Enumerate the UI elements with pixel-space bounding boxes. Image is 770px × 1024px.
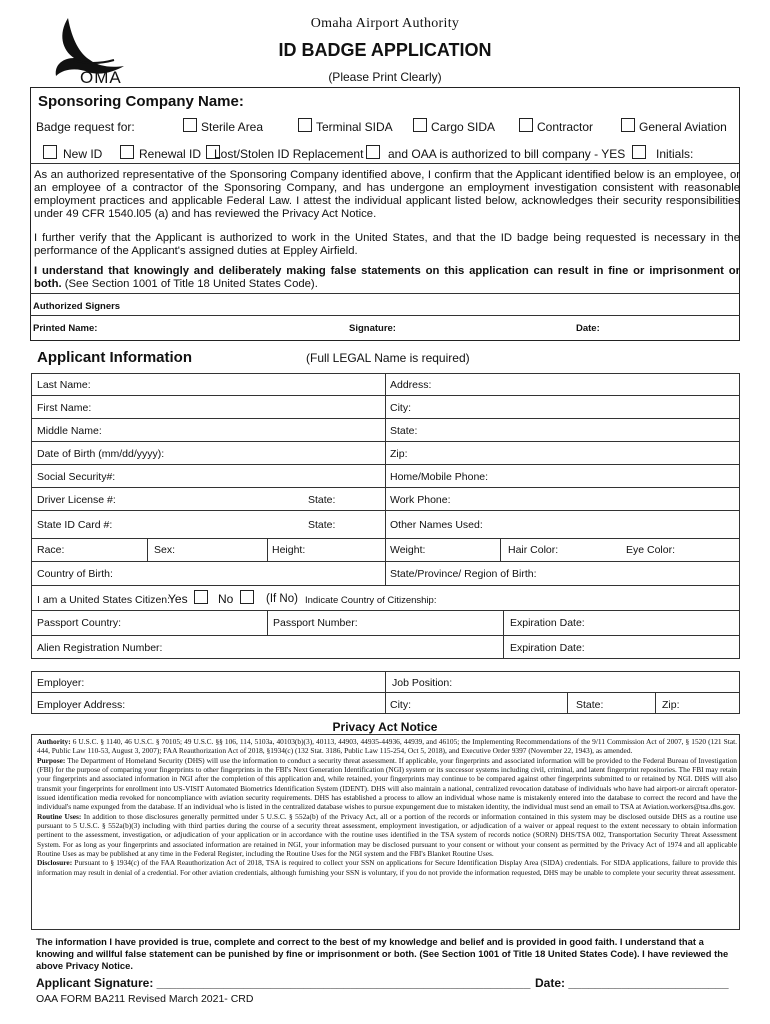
general-aviation-label: General Aviation [639, 120, 727, 134]
badge-request-label: Badge request for: [36, 120, 135, 134]
citizen-no-label: No [218, 592, 234, 606]
form-title: ID BADGE APPLICATION [278, 40, 492, 60]
routine-uses-label: Routine Uses: [37, 811, 82, 821]
work-phone-field[interactable]: Work Phone: [390, 494, 451, 506]
row-divider [31, 635, 740, 636]
ssn-field[interactable]: Social Security#: [37, 471, 116, 483]
alien-expiration-field[interactable]: Expiration Date: [510, 642, 585, 654]
divider [30, 315, 740, 316]
sterile-area-label: Sterile Area [201, 120, 264, 134]
purpose-label: Purpose: [37, 755, 66, 765]
height-field[interactable]: Height: [272, 544, 306, 556]
bill-company-label: and OAA is authorized to bill company - YES [388, 147, 626, 161]
other-names-field[interactable]: Other Names Used: [390, 519, 483, 531]
state-id-field[interactable]: State ID Card #: [37, 519, 113, 531]
state-field[interactable]: State: [390, 425, 418, 437]
date-label: Date: [576, 323, 600, 334]
col-divider [655, 692, 656, 714]
passport-expiration-field[interactable]: Expiration Date: [510, 617, 585, 629]
employer-address-field[interactable]: Employer Address: [37, 699, 126, 711]
purpose-paragraph [37, 756, 737, 812]
citizen-no-checkbox[interactable] [240, 590, 254, 604]
home-phone-field[interactable]: Home/Mobile Phone: [390, 471, 489, 483]
if-no-label: (If No) [266, 593, 298, 605]
contractor-checkbox[interactable] [519, 118, 533, 132]
applicant-info-title: Applicant Information [37, 349, 192, 366]
employer-zip-field[interactable]: Zip: [662, 699, 680, 711]
renewal-id-checkbox[interactable] [120, 145, 134, 159]
disclosure-paragraph [37, 858, 737, 877]
state-of-birth-field[interactable]: State/Province/ Region of Birth: [390, 568, 537, 580]
passport-country-field[interactable]: Passport Country: [37, 617, 122, 629]
eye-color-field[interactable]: Eye Color: [626, 544, 676, 556]
logo-text: OMA [80, 68, 122, 87]
signature-label: Signature: [349, 323, 396, 334]
false-statement-bold: I understand that knowingly and deliberately making false statements on this application can result in fine or imprisonment or both. [34, 265, 740, 290]
terminal-sida-label: Terminal SIDA [316, 120, 393, 134]
disclosure-label: Disclosure: [37, 858, 73, 868]
divider [30, 293, 740, 294]
general-aviation-checkbox[interactable] [621, 118, 635, 132]
hair-color-field[interactable]: Hair Color: [508, 544, 559, 556]
terminal-sida-checkbox[interactable] [298, 118, 312, 132]
false-statement-reference: (See Section 1001 of Title 18 United States Code). [64, 278, 318, 290]
cargo-sida-checkbox[interactable] [413, 118, 427, 132]
bill-company-checkbox[interactable] [366, 145, 380, 159]
sex-field[interactable]: Sex: [154, 544, 176, 556]
col-divider [267, 538, 268, 561]
routine-uses-text: In addition to those disclosures generally permitted under 5 U.S.C. § 552a(b) of the Privacy Act, all or a portion of the records or information contained in this system may be disclosed outside DHS as a routine use pursuant to 5 U.S.C. § 552a(b)(3) including with third parties during the course of a security threat assessment, employment investigation, or adjudication of a waiver or appeal request to the extent necessary to obtain information pertinent to the assessment, investigation, or adjudication of your application or in accordance with the routine uses identified in the TSA system of records notice (SORN) DHS/TSA 002, Transportation Security Threat Assessment System. For as long as your fingerprints and associated information are retained in NGI, your information may be disclosed pursuant to your consent or without your consent as permitted by the Privacy Act of 1974 and all applicable Routine Uses as may be published at any time in the Federal Register, including the Routine Uses for the NGI system and the FBI's Blanket Routine Uses. [37, 811, 737, 859]
weight-field[interactable]: Weight: [390, 544, 426, 556]
authority-paragraph [37, 737, 737, 756]
work-authorization-text: I further verify that the Applicant is authorized to work in the United States, and that the ID badge being requested is necessary in the performance of the Applicant's assigned duties at Eppley Airfield. [34, 232, 740, 257]
authorized-signers-label: Authorized Signers [33, 301, 121, 312]
col-divider [500, 538, 501, 561]
race-field[interactable]: Race: [37, 544, 65, 556]
privacy-act-text [37, 737, 737, 877]
renewal-id-label: Renewal ID [139, 147, 202, 161]
address-field[interactable]: Address: [390, 379, 432, 391]
col-divider [567, 692, 568, 714]
middle-name-field[interactable]: Middle Name: [37, 425, 102, 437]
col-divider [385, 373, 386, 585]
false-statement-warning [34, 265, 740, 291]
col-divider [147, 538, 148, 561]
row-divider [31, 585, 740, 586]
col-divider [385, 671, 386, 714]
print-instruction: (Please Print Clearly) [328, 70, 442, 84]
citizen-yes-checkbox[interactable] [194, 590, 208, 604]
purpose-text: The Department of Homeland Security (DHS) will use the information to conduct a security threat assessment. If applicable, your fingerprints and associated information will be provided to the Federal Bureau of Investigation (FBI) for the purpose of comparing your fingerprints to other fingerprints in the FBI's Next Generation Identification (NGI) system or its successor systems including civil, criminal, and latent fingerprint repositories. The FBI may retain your fingerprints and associated information in NGI after the completion of this application and, while retained, your fingerprints may continue to be compared against other fingerprints submitted to or retained by NGI. DHS will also transmit your fingerprints for enrollment into US-VISIT Automated Biometrics Identification System (IDENT). DHS will also maintain a national, centralized revocation database of individuals who have had airport-or aircraft operator- issued identification media revoked for noncompliance with aviation security requirements. DHS has established a process to allow an individual whose name is mistakenly entered into the database to correct the record and have the individual's name expunged from the database. If an individual who is listed in the centralized database wishes to pursue expungement due to mistaken identity, the individual must send an email to TSA at Aviation.workers@tsa.dhs.gov. [37, 755, 737, 812]
organization-name: Omaha Airport Authority [310, 16, 460, 31]
city-field[interactable]: City: [390, 402, 411, 414]
employer-field[interactable]: Employer: [37, 677, 85, 689]
sterile-area-checkbox[interactable] [183, 118, 197, 132]
state-id-state-field[interactable]: State: [308, 519, 336, 531]
applicant-date-field[interactable]: Date: ________________________ [535, 976, 729, 990]
country-of-birth-field[interactable]: Country of Birth: [37, 568, 113, 580]
driver-license-field[interactable]: Driver License #: [37, 494, 116, 506]
routine-uses-paragraph [37, 812, 737, 859]
form-identifier: OAA FORM BA211 Revised March 2021- CRD [36, 993, 254, 1005]
passport-number-field[interactable]: Passport Number: [273, 617, 358, 629]
divider [30, 163, 740, 164]
applicant-signature-field[interactable]: Applicant Signature: ________________________________________________________ [36, 976, 531, 990]
employer-state-field[interactable]: State: [576, 699, 604, 711]
first-name-field[interactable]: First Name: [37, 402, 92, 414]
applicant-certification: The information I have provided is true, complete and correct to the best of my knowledge and belief and is provided in good faith. I understand that a knowing and willful false statement can be punished by fine or imprisonment or both. (See Section 1001 of Title 18 United States Code). I have reviewed the above Privacy Notice. [36, 936, 729, 971]
printed-name-label: Printed Name: [33, 323, 98, 334]
sponsor-company-label: Sponsoring Company Name: [38, 93, 244, 110]
initials-box[interactable] [632, 145, 646, 159]
license-state-field[interactable]: State: [308, 494, 336, 506]
new-id-checkbox[interactable] [43, 145, 57, 159]
row-divider [31, 610, 740, 611]
zip-field[interactable]: Zip: [390, 448, 408, 460]
contractor-label: Contractor [537, 120, 594, 134]
privacy-act-title: Privacy Act Notice [332, 720, 438, 734]
citizen-yes-label: Yes [168, 592, 188, 606]
job-position-field[interactable]: Job Position: [392, 677, 453, 689]
authority-text: 6 U.S.C. § 1140, 46 U.S.C. § 70105; 49 U.S.C. §§ 106, 114, 5103a, 40103(b)(3), 40113, 44903, 44935-44936, 44939, and 46105; the Implementing Recommendations of the 9/11 Commission Act of 2007, § 1520 (121 Stat. 444, Public Law 110-53, August 3, 2007); FAA Reauthorization Act of 2018, §1934(c) (132 Stat. 3186, Public Law 115-254, Oct 5, 2018), and Executive Order 9397 (November 22, 1943), as amended. [37, 737, 737, 756]
col-divider [503, 610, 504, 659]
lost-stolen-label: Lost/Stolen ID Replacement [214, 147, 364, 161]
last-name-field[interactable]: Last Name: [37, 379, 91, 391]
country-of-citizenship-field[interactable]: Indicate Country of Citizenship: [305, 595, 437, 606]
sponsor-attestation: As an authorized representative of the Sponsoring Company identified above, I confirm that the Applicant identified below is an employee, or an employee of a contractor of the Sponsoring Company, and has undergone an employment investigation consistent with reasonable employment practices and applicable Federal Law. I attest the individual applicant listed below, acknowledges their security responsibilities under 49 CFR 1540.l05 (a) and has reviewed the Privacy Act Notice. [34, 169, 740, 220]
cargo-sida-label: Cargo SIDA [431, 120, 496, 134]
authority-label: Authority: [37, 737, 71, 746]
initials-label: Initials: [656, 147, 694, 161]
alien-registration-field[interactable]: Alien Registration Number: [37, 642, 163, 654]
dob-field[interactable]: Date of Birth (mm/dd/yyyy): [37, 448, 165, 460]
employer-city-field[interactable]: City: [390, 699, 411, 711]
disclosure-text: Pursuant to § 1934(c) of the FAA Reauthorization Act of 2018, TSA is required to collect your SSN on applications for Secure Identification Display Area (SIDA) credentials. For SIDA applications, failure to provide this information may result in denial of a credential. For other aviation credentials, although furnishing your SSN is voluntary, if you do not provide the information requested, DHS may be unable to complete your security threat assessment. [37, 858, 737, 877]
col-divider [267, 610, 268, 635]
citizen-label: I am a United States Citizen: [37, 594, 171, 606]
legal-name-note: (Full LEGAL Name is required) [306, 351, 470, 365]
new-id-label: New ID [63, 147, 103, 161]
